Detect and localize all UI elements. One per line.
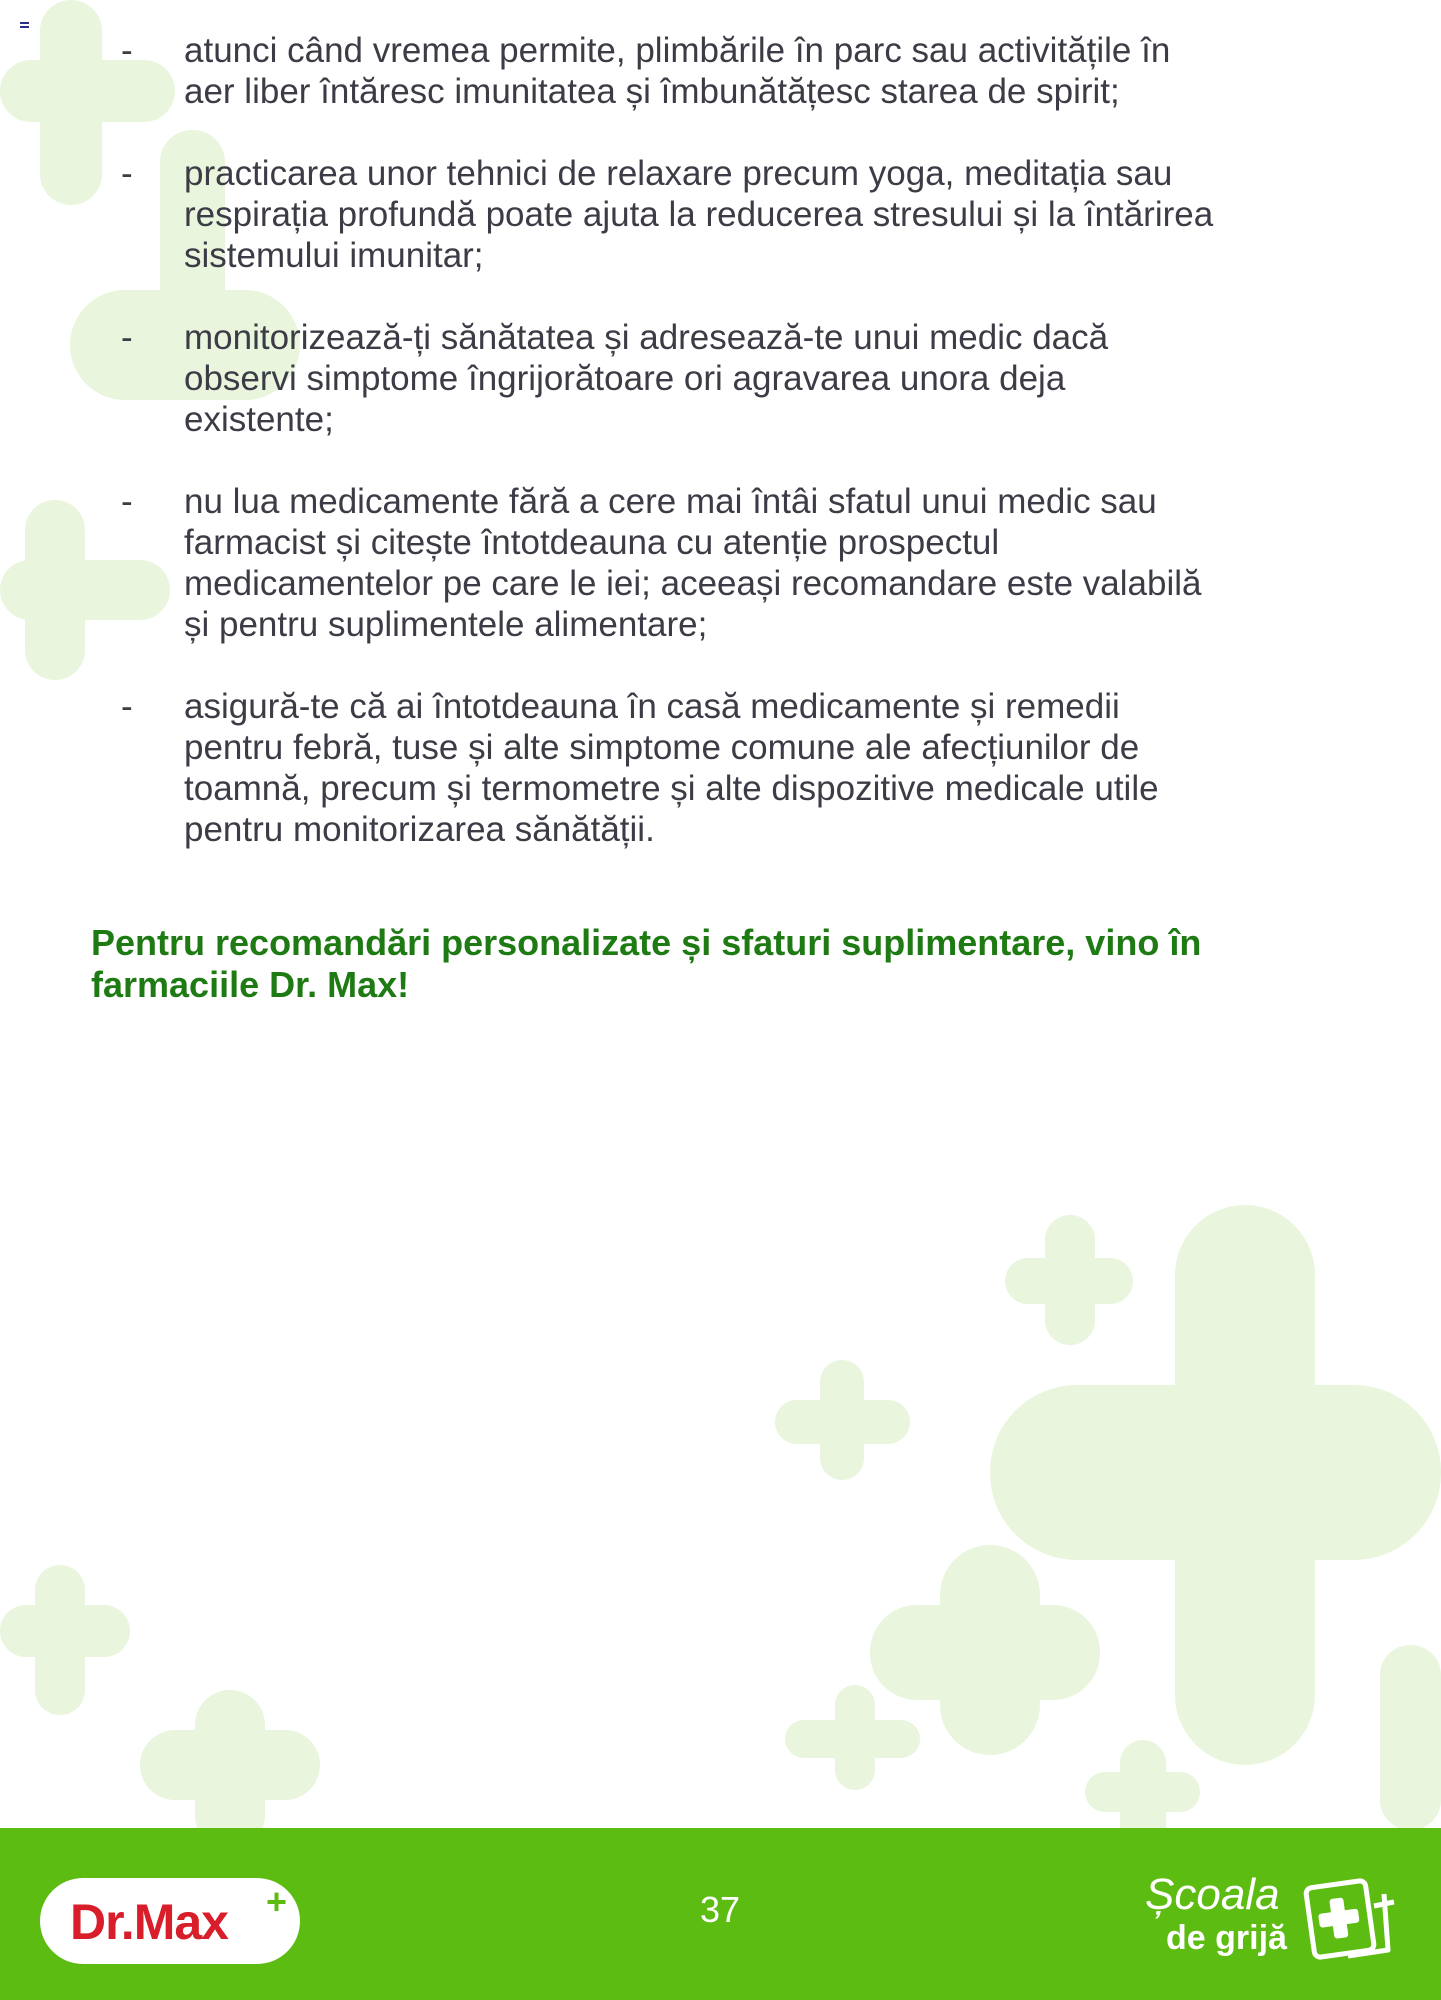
text-line: practicarea unor tehnici de relaxare precum yoga, meditația sau [184, 154, 1173, 193]
text-line: farmacist și citește întotdeauna cu atenție prospectul [184, 523, 1000, 562]
text-line: monitorizează-ți sănătatea și adresează-te unui medic dacă [184, 318, 1109, 357]
text-line: nu lua medicamente fără a cere mai întâi sfatul unui medic sau [184, 482, 1157, 521]
list-item-text [184, 153, 1384, 276]
tips-list [0, 30, 1441, 891]
logo-plus-icon: + [266, 1881, 288, 1922]
text-line: observi simptome îngrijorătoare ori agravarea unora deja [184, 359, 1066, 398]
text-line: toamnă, precum și termometre și alte dispozitive medicale utile [184, 769, 1159, 808]
text-line: respirația profundă poate ajuta la reducerea stresului și la întărirea [184, 195, 1214, 234]
plus-card-icon [1290, 1872, 1400, 1972]
list-item [0, 686, 1441, 850]
list-item [0, 481, 1441, 645]
text-line: medicamentelor pe care le iei; aceeași recomandare este valabilă [184, 564, 1202, 603]
list-item-text [184, 317, 1384, 440]
bullet-dash: - [121, 31, 133, 70]
text-line: sistemului imunitar; [184, 236, 484, 275]
brand-title: Școala [1145, 1870, 1280, 1919]
bullet-dash: - [121, 318, 133, 357]
callout-line: farmaciile Dr. Max! [91, 964, 410, 1005]
list-item-text [184, 30, 1384, 112]
text-line: aer liber întăresc imunitatea și îmbunătățesc starea de spirit; [184, 72, 1120, 111]
text-line: existente; [184, 400, 334, 439]
text-line: pentru febră, tuse și alte simptome comune ale afecțiunilor de [184, 728, 1140, 767]
logo-text: Dr.Max [70, 1894, 228, 1950]
callout-line: Pentru recomandări personalizate și sfaturi suplimentare, vino în [91, 922, 1202, 963]
list-item [0, 30, 1441, 112]
bullet-dash: - [121, 482, 133, 521]
bullet-dash: - [121, 154, 133, 193]
drmax-logo [40, 1878, 300, 1964]
bullet-dash: - [121, 687, 133, 726]
text-line: asigură-te că ai întotdeauna în casă medicamente și remedii [184, 687, 1120, 726]
text-line: atunci când vremea permite, plimbările în parc sau activitățile în [184, 31, 1171, 70]
corner-mark-icon [20, 22, 29, 28]
page-number: 37 [699, 1889, 741, 1930]
pharmacy-callout [91, 922, 1361, 1006]
list-item [0, 317, 1441, 440]
list-item-text [184, 481, 1384, 645]
text-line: pentru monitorizarea sănătății. [184, 810, 655, 849]
text-line: și pentru suplimentele alimentare; [184, 605, 708, 644]
footer-bar [0, 1828, 1441, 2000]
brand-subtitle: de grijă [1166, 1919, 1287, 1957]
list-item [0, 153, 1441, 276]
list-item-text [184, 686, 1384, 850]
